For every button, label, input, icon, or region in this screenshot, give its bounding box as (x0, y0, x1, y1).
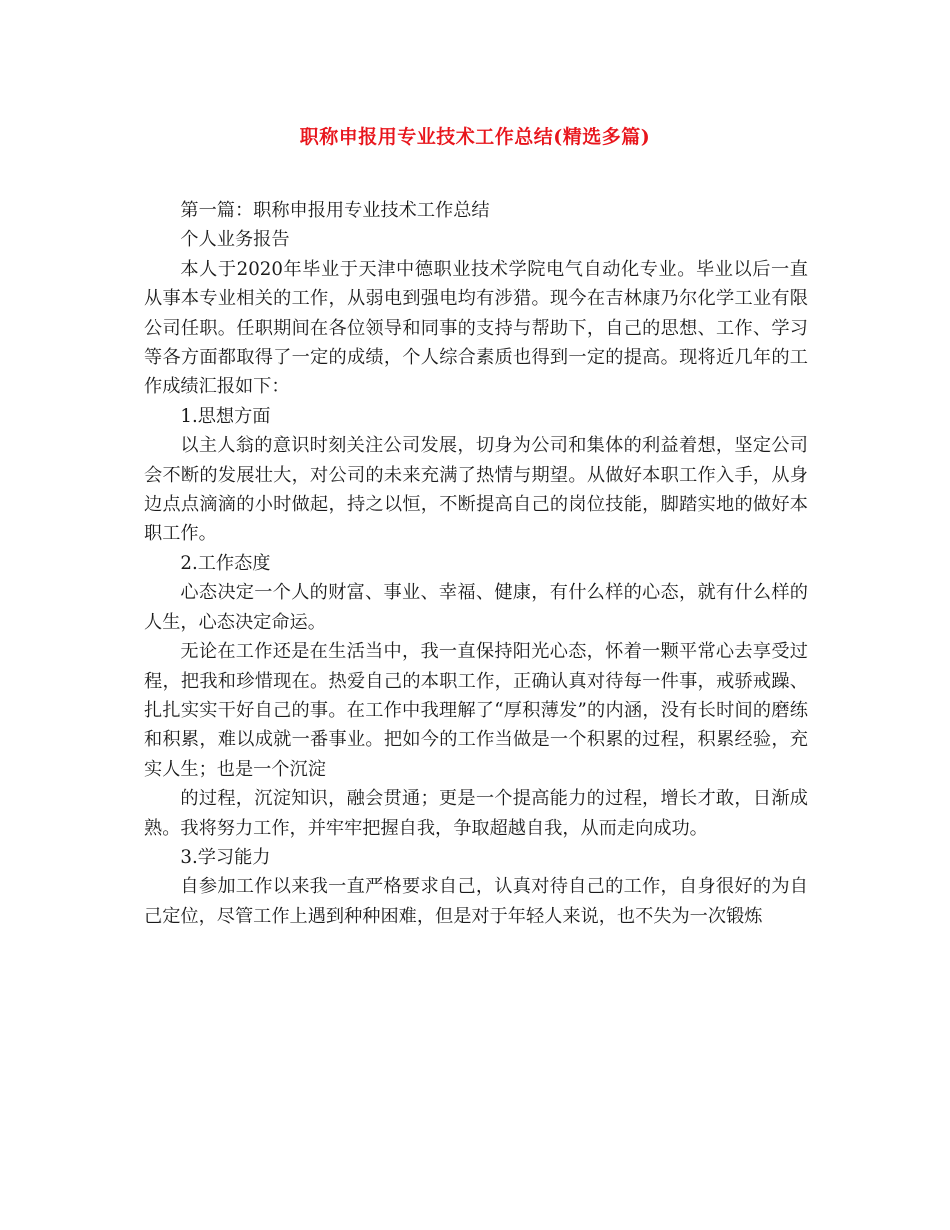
subheading: 3.学习能力 (180, 846, 271, 868)
subheading: 2.工作态度 (180, 552, 271, 574)
section-heading: 第一篇：职称申报用专业技术工作总结 (180, 200, 490, 221)
paragraph: 以主人翁的意识时刻关注公司发展，切身为公司和集体的利益着想，坚定公司会不断的发展壮大，对公司的未来充满了热情与期望。从做好本职工作入手，从身边点点滴滴的小时做起，持之以恒，不断提高自己的岗位技能，脚踏实地的做好本职工作。 (144, 435, 808, 545)
paragraph: 自参加工作以来我一直严格要求自己，认真对待自己的工作，自身很好的为自己定位，尽管工作上遇到种种困难，但是对于年轻人来说，也不失为一次锻炼 (144, 876, 808, 927)
paragraph: 无论在工作还是在生活当中，我一直保持阳光心态，怀着一颗平常心去享受过程，把我和珍惜现在。热爱自己的本职工作，正确认真对待每一件事，戒骄戒躁、扎扎实实干好自己的事。在工作中我理解了“厚积薄发”的内涵，没有长时间的磨练和积累，难以成就一番事业。把如今的工作当做是一个积累的过程，积累经验，充实人生；也是一个沉淀 (144, 641, 808, 780)
subheading: 个人业务报告 (180, 229, 290, 251)
subheading: 1.思想方面 (180, 405, 271, 427)
paragraph: 心态决定一个人的财富、事业、幸福、健康，有什么样的心态，就有什么样的人生，心态决定命运。 (144, 582, 808, 633)
document-body (144, 196, 808, 931)
document-title: 职称申报用专业技术工作总结(精选多篇) (299, 126, 651, 148)
paragraph: 本人于2020年毕业于天津中德职业技术学院电气自动化专业。毕业以后一直从事本专业相关的工作，从弱电到强电均有涉猎。现今在吉林康乃尔化学工业有限公司任职。任职期间在各位领导和同事的支持与帮助下，自己的思想、工作、学习等各方面都取得了一定的成绩，个人综合素质也得到一定的提高。现将近几年的工作成绩汇报如下： (144, 258, 808, 398)
paragraph: 的过程，沉淀知识，融会贯通；更是一个提高能力的过程，增长才敢，日渐成熟。我将努力工作，并牢牢把握自我，争取超越自我，从而走向成功。 (144, 788, 808, 839)
